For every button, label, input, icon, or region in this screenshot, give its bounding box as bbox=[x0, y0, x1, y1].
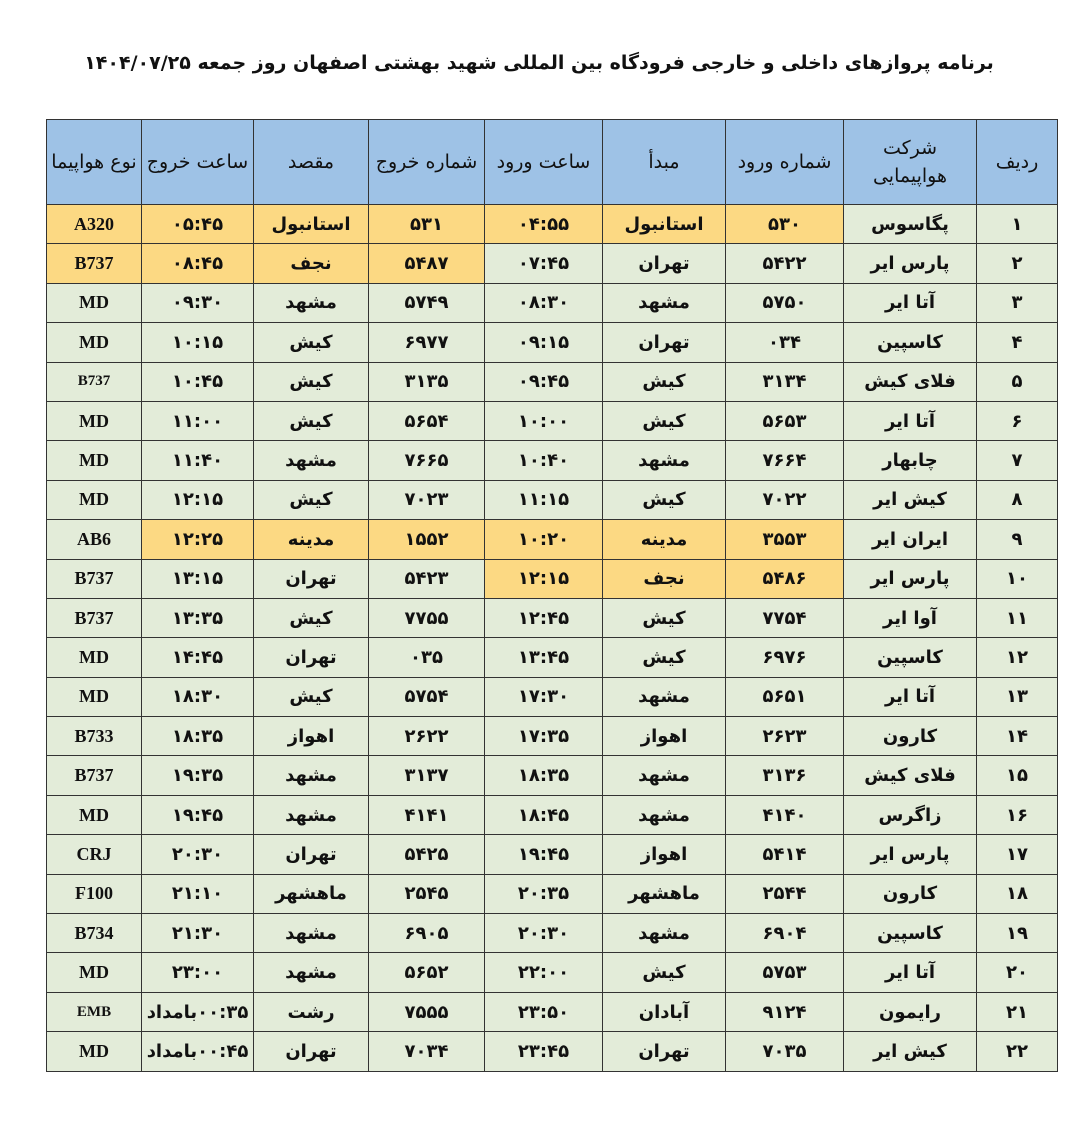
arrival-time-cell: ۰۹:۴۵ bbox=[485, 362, 603, 401]
table-row bbox=[47, 756, 1058, 795]
departure-time-cell: ۱۲:۱۵ bbox=[142, 480, 254, 519]
arrival-number-cell: ۵۴۱۴ bbox=[726, 835, 844, 874]
row-number-cell: ۲۲ bbox=[977, 1032, 1058, 1071]
header-origin: مبدأ bbox=[603, 120, 726, 205]
destination-cell: استانبول bbox=[254, 205, 369, 244]
arrival-time-cell: ۲۳:۵۰ bbox=[485, 992, 603, 1031]
arrival-time-cell: ۲۳:۴۵ bbox=[485, 1032, 603, 1071]
origin-cell: استانبول bbox=[603, 205, 726, 244]
arrival-time-cell: ۰۹:۱۵ bbox=[485, 323, 603, 362]
origin-cell: اهواز bbox=[603, 717, 726, 756]
origin-cell: کیش bbox=[603, 638, 726, 677]
aircraft-type-cell: MD bbox=[47, 480, 142, 519]
aircraft-type-cell: MD bbox=[47, 323, 142, 362]
departure-number-cell: ۵۷۴۹ bbox=[369, 283, 485, 322]
row-number-cell: ۶ bbox=[977, 401, 1058, 440]
table-row bbox=[47, 835, 1058, 874]
departure-time-cell: ۰۸:۴۵ bbox=[142, 244, 254, 283]
arrival-number-cell: ۵۳۰ bbox=[726, 205, 844, 244]
origin-cell: کیش bbox=[603, 480, 726, 519]
destination-cell: نجف bbox=[254, 244, 369, 283]
departure-time-cell: ۱۱:۴۰ bbox=[142, 441, 254, 480]
row-number-cell: ۱۴ bbox=[977, 717, 1058, 756]
airline-cell: کاسپین bbox=[844, 323, 977, 362]
departure-number-cell: ۵۶۵۴ bbox=[369, 401, 485, 440]
arrival-number-cell: ۴۱۴۰ bbox=[726, 795, 844, 834]
departure-time-cell: ۲۰:۳۰ bbox=[142, 835, 254, 874]
destination-cell: تهران bbox=[254, 1032, 369, 1071]
aircraft-type-cell: B733 bbox=[47, 717, 142, 756]
departure-number-cell: ۵۷۵۴ bbox=[369, 677, 485, 716]
origin-cell: مشهد bbox=[603, 441, 726, 480]
departure-time-cell: ۱۳:۳۵ bbox=[142, 598, 254, 637]
arrival-number-cell: ۷۶۶۴ bbox=[726, 441, 844, 480]
arrival-time-cell: ۱۸:۴۵ bbox=[485, 795, 603, 834]
origin-cell: مشهد bbox=[603, 283, 726, 322]
header-departure-time: ساعت خروج bbox=[142, 120, 254, 205]
header-arrival-time: ساعت ورود bbox=[485, 120, 603, 205]
row-number-cell: ۲۱ bbox=[977, 992, 1058, 1031]
airline-cell: پارس ایر bbox=[844, 559, 977, 598]
departure-time-cell: ۲۳:۰۰ bbox=[142, 953, 254, 992]
origin-cell: اهواز bbox=[603, 835, 726, 874]
aircraft-type-cell: MD bbox=[47, 638, 142, 677]
destination-cell: رشت bbox=[254, 992, 369, 1031]
table-row bbox=[47, 677, 1058, 716]
departure-number-cell: ۵۴۲۳ bbox=[369, 559, 485, 598]
departure-number-cell: ۱۵۵۲ bbox=[369, 520, 485, 559]
aircraft-type-cell: MD bbox=[47, 953, 142, 992]
departure-time-cell: ۰۰:۳۵بامداد bbox=[142, 992, 254, 1031]
table-row bbox=[47, 914, 1058, 953]
destination-cell: مشهد bbox=[254, 795, 369, 834]
origin-cell: آبادان bbox=[603, 992, 726, 1031]
arrival-time-cell: ۱۱:۱۵ bbox=[485, 480, 603, 519]
destination-cell: مدینه bbox=[254, 520, 369, 559]
destination-cell: مشهد bbox=[254, 756, 369, 795]
departure-time-cell: ۲۱:۱۰ bbox=[142, 874, 254, 913]
arrival-number-cell: ۵۷۵۰ bbox=[726, 283, 844, 322]
aircraft-type-cell: B737 bbox=[47, 756, 142, 795]
departure-time-cell: ۱۰:۴۵ bbox=[142, 362, 254, 401]
destination-cell: کیش bbox=[254, 677, 369, 716]
row-number-cell: ۱۹ bbox=[977, 914, 1058, 953]
airline-cell: فلای کیش bbox=[844, 756, 977, 795]
departure-number-cell: ۰۳۵ bbox=[369, 638, 485, 677]
arrival-time-cell: ۲۲:۰۰ bbox=[485, 953, 603, 992]
arrival-number-cell: ۷۷۵۴ bbox=[726, 598, 844, 637]
row-number-cell: ۱۶ bbox=[977, 795, 1058, 834]
airline-cell: کاسپین bbox=[844, 638, 977, 677]
departure-number-cell: ۷۶۶۵ bbox=[369, 441, 485, 480]
arrival-number-cell: ۶۹۷۶ bbox=[726, 638, 844, 677]
row-number-cell: ۸ bbox=[977, 480, 1058, 519]
arrival-time-cell: ۲۰:۳۵ bbox=[485, 874, 603, 913]
table-row bbox=[47, 795, 1058, 834]
destination-cell: کیش bbox=[254, 401, 369, 440]
destination-cell: مشهد bbox=[254, 441, 369, 480]
departure-number-cell: ۶۹۰۵ bbox=[369, 914, 485, 953]
airline-cell: آتا ایر bbox=[844, 283, 977, 322]
departure-time-cell: ۱۸:۳۵ bbox=[142, 717, 254, 756]
airline-cell: پارس ایر bbox=[844, 244, 977, 283]
arrival-number-cell: ۷۰۳۵ bbox=[726, 1032, 844, 1071]
table-row bbox=[47, 323, 1058, 362]
table-row bbox=[47, 520, 1058, 559]
row-number-cell: ۱۳ bbox=[977, 677, 1058, 716]
header-departure-number: شماره خروج bbox=[369, 120, 485, 205]
header-aircraft-type: نوع هواپیما bbox=[47, 120, 142, 205]
aircraft-type-cell: MD bbox=[47, 401, 142, 440]
arrival-number-cell: ۳۱۳۴ bbox=[726, 362, 844, 401]
aircraft-type-cell: B734 bbox=[47, 914, 142, 953]
table-header-row bbox=[47, 120, 1058, 205]
airline-cell: کارون bbox=[844, 717, 977, 756]
origin-cell: تهران bbox=[603, 323, 726, 362]
departure-time-cell: ۱۱:۰۰ bbox=[142, 401, 254, 440]
aircraft-type-cell: B737 bbox=[47, 244, 142, 283]
airline-cell: کاسپین bbox=[844, 914, 977, 953]
header-row-number: ردیف bbox=[977, 120, 1058, 205]
arrival-time-cell: ۱۳:۴۵ bbox=[485, 638, 603, 677]
table-row bbox=[47, 598, 1058, 637]
airline-cell: چابهار bbox=[844, 441, 977, 480]
row-number-cell: ۱۱ bbox=[977, 598, 1058, 637]
origin-cell: مدینه bbox=[603, 520, 726, 559]
origin-cell: کیش bbox=[603, 362, 726, 401]
arrival-time-cell: ۲۰:۳۰ bbox=[485, 914, 603, 953]
departure-number-cell: ۳۱۳۵ bbox=[369, 362, 485, 401]
table-row bbox=[47, 480, 1058, 519]
table-row bbox=[47, 638, 1058, 677]
origin-cell: کیش bbox=[603, 953, 726, 992]
destination-cell: مشهد bbox=[254, 953, 369, 992]
arrival-number-cell: ۵۷۵۳ bbox=[726, 953, 844, 992]
origin-cell: نجف bbox=[603, 559, 726, 598]
airline-cell: زاگرس bbox=[844, 795, 977, 834]
row-number-cell: ۴ bbox=[977, 323, 1058, 362]
airline-cell: فلای کیش bbox=[844, 362, 977, 401]
departure-time-cell: ۰۰:۴۵بامداد bbox=[142, 1032, 254, 1071]
arrival-time-cell: ۱۷:۳۵ bbox=[485, 717, 603, 756]
table-row bbox=[47, 717, 1058, 756]
airline-cell: آتا ایر bbox=[844, 401, 977, 440]
arrival-number-cell: ۳۵۵۳ bbox=[726, 520, 844, 559]
destination-cell: ماهشهر bbox=[254, 874, 369, 913]
arrival-time-cell: ۱۸:۳۵ bbox=[485, 756, 603, 795]
row-number-cell: ۹ bbox=[977, 520, 1058, 559]
aircraft-type-cell: B737 bbox=[47, 559, 142, 598]
departure-time-cell: ۱۲:۲۵ bbox=[142, 520, 254, 559]
departure-time-cell: ۱۹:۴۵ bbox=[142, 795, 254, 834]
departure-number-cell: ۲۶۲۲ bbox=[369, 717, 485, 756]
departure-number-cell: ۵۶۵۲ bbox=[369, 953, 485, 992]
table-row bbox=[47, 205, 1058, 244]
aircraft-type-cell: MD bbox=[47, 677, 142, 716]
aircraft-type-cell: CRJ bbox=[47, 835, 142, 874]
arrival-number-cell: ۷۰۲۲ bbox=[726, 480, 844, 519]
aircraft-type-cell: EMB bbox=[47, 992, 142, 1031]
departure-time-cell: ۱۹:۳۵ bbox=[142, 756, 254, 795]
header-airline: شرکت هواپیمایی bbox=[844, 120, 977, 205]
airline-cell: کیش ایر bbox=[844, 1032, 977, 1071]
aircraft-type-cell: B737 bbox=[47, 598, 142, 637]
aircraft-type-cell: MD bbox=[47, 283, 142, 322]
airline-cell: پگاسوس bbox=[844, 205, 977, 244]
destination-cell: مشهد bbox=[254, 283, 369, 322]
table-row bbox=[47, 559, 1058, 598]
table-row bbox=[47, 953, 1058, 992]
arrival-number-cell: ۲۵۴۴ bbox=[726, 874, 844, 913]
destination-cell: تهران bbox=[254, 638, 369, 677]
destination-cell: کیش bbox=[254, 598, 369, 637]
departure-number-cell: ۵۳۱ bbox=[369, 205, 485, 244]
departure-number-cell: ۷۰۳۴ bbox=[369, 1032, 485, 1071]
airline-cell: رایمون bbox=[844, 992, 977, 1031]
header-destination: مقصد bbox=[254, 120, 369, 205]
departure-number-cell: ۷۰۲۳ bbox=[369, 480, 485, 519]
aircraft-type-cell: F100 bbox=[47, 874, 142, 913]
aircraft-type-cell: MD bbox=[47, 795, 142, 834]
arrival-time-cell: ۰۸:۳۰ bbox=[485, 283, 603, 322]
row-number-cell: ۱ bbox=[977, 205, 1058, 244]
arrival-number-cell: ۵۶۵۳ bbox=[726, 401, 844, 440]
departure-number-cell: ۵۴۸۷ bbox=[369, 244, 485, 283]
departure-number-cell: ۳۱۳۷ bbox=[369, 756, 485, 795]
origin-cell: تهران bbox=[603, 244, 726, 283]
arrival-time-cell: ۱۹:۴۵ bbox=[485, 835, 603, 874]
destination-cell: کیش bbox=[254, 480, 369, 519]
row-number-cell: ۲۰ bbox=[977, 953, 1058, 992]
header-arrival-number: شماره ورود bbox=[726, 120, 844, 205]
arrival-number-cell: ۹۱۲۴ bbox=[726, 992, 844, 1031]
arrival-number-cell: ۵۴۸۶ bbox=[726, 559, 844, 598]
arrival-time-cell: ۱۰:۴۰ bbox=[485, 441, 603, 480]
row-number-cell: ۱۰ bbox=[977, 559, 1058, 598]
airline-cell: کیش ایر bbox=[844, 480, 977, 519]
departure-time-cell: ۲۱:۳۰ bbox=[142, 914, 254, 953]
arrival-time-cell: ۱۷:۳۰ bbox=[485, 677, 603, 716]
departure-number-cell: ۲۵۴۵ bbox=[369, 874, 485, 913]
arrival-time-cell: ۱۰:۰۰ bbox=[485, 401, 603, 440]
origin-cell: مشهد bbox=[603, 756, 726, 795]
page-title: برنامه پروازهای داخلی و خارجی فرودگاه بین المللی شهید بهشتی اصفهان روز جمعه ۱۴۰۴/۰۷/۲۵ bbox=[84, 52, 994, 74]
airline-cell: ایران ایر bbox=[844, 520, 977, 559]
departure-number-cell: ۷۷۵۵ bbox=[369, 598, 485, 637]
destination-cell: تهران bbox=[254, 835, 369, 874]
arrival-number-cell: ۰۳۴ bbox=[726, 323, 844, 362]
table-row bbox=[47, 1032, 1058, 1071]
row-number-cell: ۱۷ bbox=[977, 835, 1058, 874]
origin-cell: ماهشهر bbox=[603, 874, 726, 913]
departure-time-cell: ۱۸:۳۰ bbox=[142, 677, 254, 716]
airline-cell: کارون bbox=[844, 874, 977, 913]
table-row bbox=[47, 283, 1058, 322]
arrival-time-cell: ۰۴:۵۵ bbox=[485, 205, 603, 244]
arrival-time-cell: ۱۰:۲۰ bbox=[485, 520, 603, 559]
airline-cell: آتا ایر bbox=[844, 677, 977, 716]
row-number-cell: ۵ bbox=[977, 362, 1058, 401]
table-row bbox=[47, 441, 1058, 480]
departure-time-cell: ۰۵:۴۵ bbox=[142, 205, 254, 244]
origin-cell: مشهد bbox=[603, 795, 726, 834]
departure-number-cell: ۴۱۴۱ bbox=[369, 795, 485, 834]
row-number-cell: ۳ bbox=[977, 283, 1058, 322]
departure-time-cell: ۱۰:۱۵ bbox=[142, 323, 254, 362]
arrival-number-cell: ۳۱۳۶ bbox=[726, 756, 844, 795]
aircraft-type-cell: A320 bbox=[47, 205, 142, 244]
arrival-time-cell: ۱۲:۱۵ bbox=[485, 559, 603, 598]
aircraft-type-cell: MD bbox=[47, 1032, 142, 1071]
table-row bbox=[47, 401, 1058, 440]
arrival-time-cell: ۰۷:۴۵ bbox=[485, 244, 603, 283]
destination-cell: اهواز bbox=[254, 717, 369, 756]
departure-number-cell: ۷۵۵۵ bbox=[369, 992, 485, 1031]
destination-cell: تهران bbox=[254, 559, 369, 598]
origin-cell: کیش bbox=[603, 401, 726, 440]
table-body bbox=[47, 205, 1058, 1072]
arrival-number-cell: ۲۶۲۳ bbox=[726, 717, 844, 756]
departure-time-cell: ۰۹:۳۰ bbox=[142, 283, 254, 322]
departure-number-cell: ۶۹۷۷ bbox=[369, 323, 485, 362]
arrival-time-cell: ۱۲:۴۵ bbox=[485, 598, 603, 637]
origin-cell: مشهد bbox=[603, 677, 726, 716]
destination-cell: مشهد bbox=[254, 914, 369, 953]
table-row bbox=[47, 362, 1058, 401]
row-number-cell: ۷ bbox=[977, 441, 1058, 480]
aircraft-type-cell: B737 bbox=[47, 362, 142, 401]
airline-cell: آتا ایر bbox=[844, 953, 977, 992]
arrival-number-cell: ۵۶۵۱ bbox=[726, 677, 844, 716]
table-row bbox=[47, 244, 1058, 283]
departure-time-cell: ۱۳:۱۵ bbox=[142, 559, 254, 598]
airline-cell: آوا ایر bbox=[844, 598, 977, 637]
row-number-cell: ۱۸ bbox=[977, 874, 1058, 913]
row-number-cell: ۱۵ bbox=[977, 756, 1058, 795]
departure-time-cell: ۱۴:۴۵ bbox=[142, 638, 254, 677]
aircraft-type-cell: AB6 bbox=[47, 520, 142, 559]
arrival-number-cell: ۶۹۰۴ bbox=[726, 914, 844, 953]
destination-cell: کیش bbox=[254, 323, 369, 362]
origin-cell: تهران bbox=[603, 1032, 726, 1071]
departure-number-cell: ۵۴۲۵ bbox=[369, 835, 485, 874]
destination-cell: کیش bbox=[254, 362, 369, 401]
arrival-number-cell: ۵۴۲۲ bbox=[726, 244, 844, 283]
table-row bbox=[47, 992, 1058, 1031]
airline-cell: پارس ایر bbox=[844, 835, 977, 874]
origin-cell: مشهد bbox=[603, 914, 726, 953]
row-number-cell: ۱۲ bbox=[977, 638, 1058, 677]
row-number-cell: ۲ bbox=[977, 244, 1058, 283]
flight-schedule-table bbox=[46, 119, 1058, 1072]
aircraft-type-cell: MD bbox=[47, 441, 142, 480]
table-row bbox=[47, 874, 1058, 913]
origin-cell: کیش bbox=[603, 598, 726, 637]
